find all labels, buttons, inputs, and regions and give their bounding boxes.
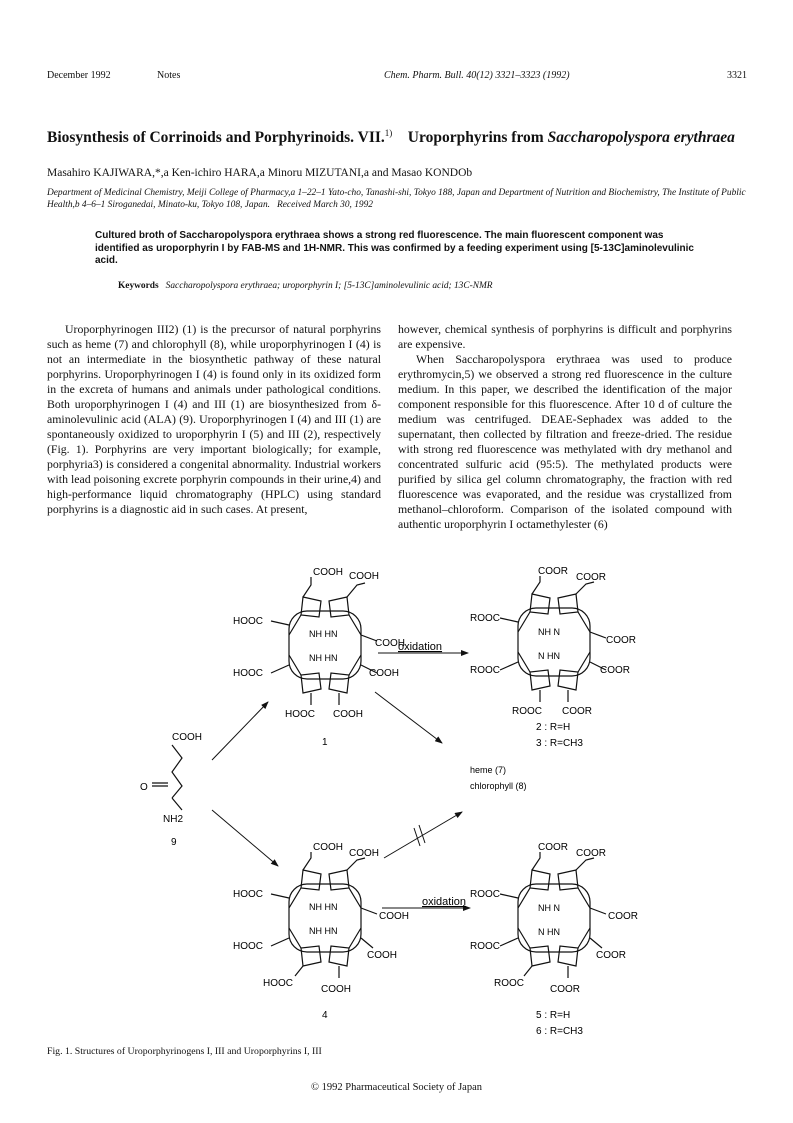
group-label: COOH (367, 950, 397, 961)
compound-5-6-structure (470, 842, 638, 1037)
nh-label: NH HN (309, 629, 338, 639)
group-label: ROOC (512, 706, 542, 717)
nh-label: NH N (538, 627, 560, 637)
figure-caption: Fig. 1. Structures of Uroporphyrinogens I, III and Uroporphyrins I, III (47, 1046, 322, 1057)
group-label: NH2 (163, 814, 184, 825)
keywords (118, 281, 718, 291)
group-label: COOR (600, 665, 630, 676)
keywords-text: Saccharopolyspora erythraea; uroporphyrin I; [5-13C]aminolevulinic acid; 13C-NMR (165, 281, 493, 291)
group-label: COOR (562, 706, 592, 717)
group-label: COOR (576, 848, 606, 859)
group-label: ROOC (470, 613, 500, 624)
oxidation-label: oxidation (398, 641, 443, 653)
structure-figure (0, 566, 793, 1040)
compound-1-label: 1 (322, 737, 328, 748)
group-label: COOR (608, 911, 638, 922)
group-label: HOOC (233, 668, 263, 679)
group-label: COOH (375, 638, 405, 649)
body-column-right (398, 322, 732, 532)
group-label: COOH (172, 732, 202, 743)
nh-label: NH N (538, 903, 560, 913)
compound-6-label: 6 : R=CH3 (536, 1026, 583, 1037)
group-label: ROOC (494, 978, 524, 989)
group-label: COOH (369, 668, 399, 679)
received-date: Received March 30, 1992 (277, 200, 373, 210)
pathway-arrow (375, 692, 442, 743)
group-label: ROOC (470, 665, 500, 676)
group-label: COOR (576, 572, 606, 583)
author-list: Masahiro KAJIWARA,*,a Ken-ichiro HARA,a Minoru MIZUTANI,a and Masao KONDOb (47, 167, 473, 179)
group-label: HOOC (233, 889, 263, 900)
chlorophyll-label: chlorophyll (8) (470, 781, 527, 791)
affiliation-text: Department of Medicinal Chemistry, Meiji College of Pharmacy,a 1–22–1 Yato-cho, Tanashi-shi, Tokyo 188, Japan and Department of Nutrition and Biochemistry, The Institute of Public Health,b 4–6–1 Siroganedai, Minato-ku, Tokyo 108, Japan. (47, 188, 746, 210)
blocked-arrow (384, 812, 462, 858)
group-label: COOR (550, 984, 580, 995)
group-label: COOR (606, 635, 636, 646)
abstract: Cultured broth of Saccharopolyspora erythraea shows a strong red fluorescence. The main fluorescent component was identified as uroporphyrin I by FAB-MS and 1H-NMR. This was confirmed by a feeding experiment using [5-13C]aminolevulinic acid. (95, 230, 694, 266)
body-paragraph: however, chemical synthesis of porphyrins is difficult and porphyrins are expensive. (398, 322, 732, 351)
oxidation-label: oxidation (422, 896, 467, 908)
pathway-arrow (212, 702, 268, 760)
group-label: COOH (321, 984, 351, 995)
nh-label: NH HN (309, 926, 338, 936)
group-label: ROOC (470, 889, 500, 900)
group-label: COOR (538, 842, 568, 853)
group-label: HOOC (233, 941, 263, 952)
group-label: COOH (313, 842, 343, 853)
nh-label: N HN (538, 651, 560, 661)
group-label: COOR (596, 950, 626, 961)
group-label: COOR (538, 566, 568, 577)
heme-label: heme (7) (470, 765, 507, 775)
nh-label: NH HN (309, 653, 338, 663)
compound-4-structure (233, 842, 409, 1021)
group-label: COOH (333, 709, 363, 720)
group-label: ROOC (470, 941, 500, 952)
nh-label: NH HN (309, 902, 338, 912)
body-paragraph: When Saccharopolyspora erythraea was used to produce erythromycin,5) we observed a strong red fluorescence in the culture medium. In this paper, we described the identification of the major component responsible for this fluorescence. After 10 d of culture the medium was centrifuged. DEAE-Sephadex was added to the supernatant, then collected by filtration and freeze-dried. The residue with strong red fluorescence was methylated with dry methanol and concentrated sulfuric acid (95:5). The methylated products were purified by silica gel column chromatography, the fraction with red fluorescence was evaporated, and the residue was crystallized from methanol–chloroform. Comparison of the isolated compound with authentic uroporphyrin I octamethylester (6) (398, 352, 732, 531)
header-section: Notes (157, 70, 181, 81)
compound-3-label: 3 : R=CH3 (536, 738, 583, 749)
title-organism: Saccharopolyspora erythraea (547, 129, 735, 147)
group-label: COOH (313, 567, 343, 578)
compound-4-label: 4 (322, 1010, 328, 1021)
group-label: HOOC (285, 709, 315, 720)
compound-9-structure (140, 732, 202, 848)
copyright: © 1992 Pharmaceutical Society of Japan (311, 1082, 482, 1093)
title-sub: Uroporphyrins from (407, 129, 544, 147)
group-label: O (140, 782, 148, 793)
group-label: HOOC (263, 978, 293, 989)
keywords-label: Keywords (118, 281, 159, 291)
compound-5-label: 5 : R=H (536, 1010, 571, 1021)
nh-label: N HN (538, 927, 560, 937)
pathway-arrow (212, 810, 278, 866)
group-label: HOOC (233, 616, 263, 627)
article-title (47, 124, 747, 147)
title-main: Biosynthesis of Corrinoids and Porphyrinoids. VII. (47, 129, 385, 147)
body-paragraph: Uroporphyrinogen III2) (1) is the precursor of natural porphyrins such as heme (7) and chlorophyll (8), while uroporphyrinogen I (4) is not an intermediate in the biosynthetic pathway of these natural porphyrins. Uroporphyrinogen I (4) is found only in its oxidized form in the excreta of humans and animals under pathological conditions. Both uroporphyrinogen I (4) and III (1) are biosynthesized from δ-aminolevulinic acid (ALA) (9). Uroporphyrinogen I (4) and III (1) are spontaneously oxidized to uroporphyrin I (5) and III (2), respectively (Fig. 1). Porphyrins are very important biologically; for example, porphyria3) is considered a congenital abnormality. Industrial workers with lead poisoning excrete porphyrin compounds in their urine,4) and high-performance liquid chromatography (HPLC) using standard porphyrins is a diagnostic aid in such cases. At present, (47, 322, 381, 516)
compound-9-label: 9 (171, 837, 177, 848)
header-citation: Chem. Pharm. Bull. 40(12) 3321–3323 (1992) (384, 70, 570, 81)
affiliation (47, 187, 747, 211)
compound-2-label: 2 : R=H (536, 722, 571, 733)
header-page-number: 3321 (727, 70, 747, 81)
body-column-left (47, 322, 381, 517)
group-label: COOH (379, 911, 409, 922)
group-label: COOH (349, 571, 379, 582)
title-ref: 1) (384, 128, 393, 138)
group-label: COOH (349, 848, 379, 859)
compound-2-3-structure (470, 566, 636, 749)
compound-1-structure (233, 567, 405, 748)
header-date: December 1992 (47, 70, 111, 81)
